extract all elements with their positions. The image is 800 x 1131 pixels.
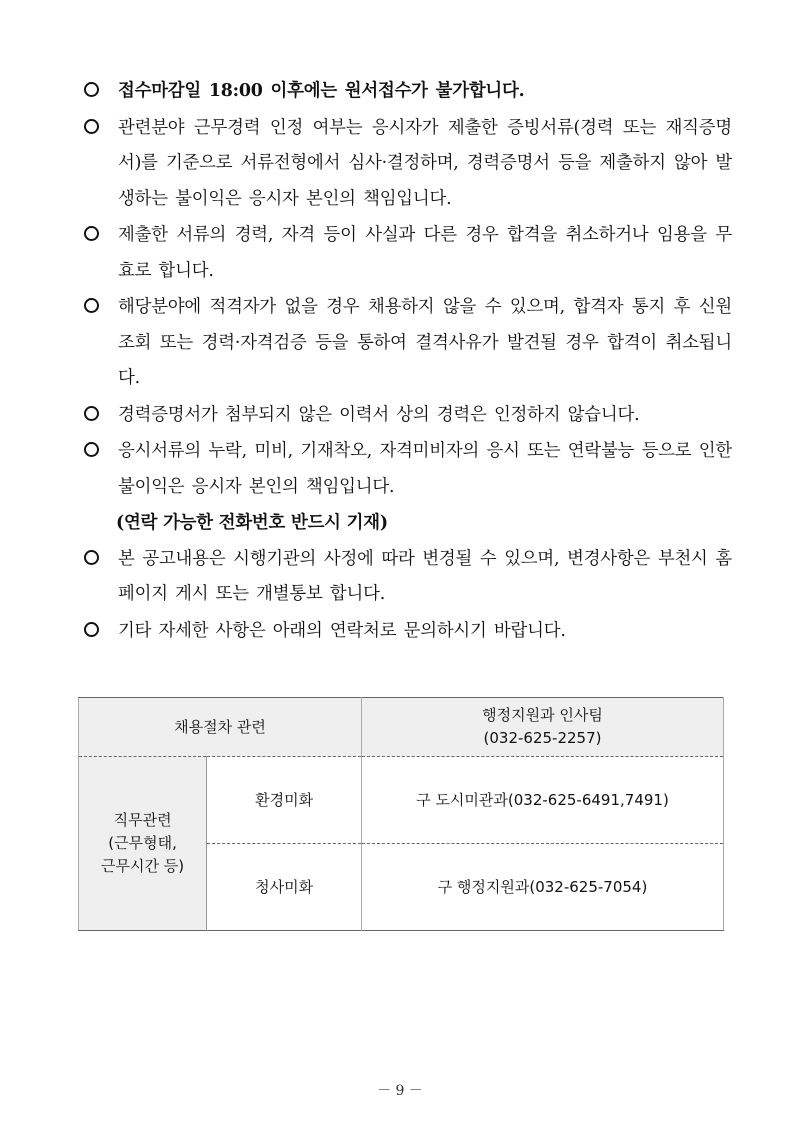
notice-item — [82, 111, 732, 218]
header-right-line1: 행정지원과 인사팀 — [482, 706, 603, 724]
notice-text: 기타 자세한 사항은 아래의 연락처로 문의하시기 바랍니다. — [118, 620, 566, 641]
circle-bullet-icon — [84, 622, 99, 637]
circle-bullet-icon — [84, 406, 99, 421]
page-number: － 9 － — [377, 1083, 423, 1099]
notice-text: 경력증명서가 첨부되지 않은 이력서 상의 경력은 인정하지 않습니다. — [118, 404, 640, 425]
notice-item — [82, 398, 732, 434]
contact-table — [78, 697, 724, 931]
notice-list — [82, 74, 732, 650]
notice-text: 응시서류의 누락, 미비, 기재착오, 자격미비자의 응시 또는 연락불능 등으로 인한 불이익은 응시자 본인의 책임입니다. — [118, 441, 732, 497]
circle-bullet-icon — [84, 226, 99, 241]
contact-note: (연락 가능한 전화번호 반드시 기재) — [116, 513, 388, 533]
table-row — [79, 757, 724, 844]
header-right-cell — [362, 698, 724, 757]
circle-bullet-icon — [84, 550, 99, 565]
circle-bullet-icon — [84, 82, 99, 97]
notice-item — [82, 290, 732, 397]
notice-item — [82, 74, 732, 110]
notice-item — [82, 218, 732, 289]
category-cell — [79, 757, 207, 931]
header-left-cell — [79, 698, 362, 757]
notice-text: 제출한 서류의 경력, 자격 등이 사실과 다른 경우 합격을 취소하거나 임용을 무효로 합니다. — [118, 225, 732, 281]
notice-text: 관련분야 근무경력 인정 여부는 응시자가 제출한 증빙서류(경력 또는 재직증명서)를 기준으로 서류전형에서 심사·결정하며, 경력증명서 등을 제출하지 않아 발생하는 불이익은 응시자 본인의 책임입니다. — [118, 117, 732, 209]
row-contact-cell: 구 행정지원과(032-625-7054) — [437, 877, 648, 896]
row-contact-cell: 구 도시미관과(032-625-6491,7491) — [362, 757, 724, 844]
notice-item — [82, 434, 732, 505]
category-line1: 직무관련 — [113, 811, 172, 829]
header-left-text: 채용절차 관련 — [174, 717, 266, 736]
circle-bullet-icon — [84, 442, 99, 457]
circle-bullet-icon — [84, 119, 99, 134]
notice-text: 본 공고내용은 시행기관의 사정에 따라 변경될 수 있으며, 변경사항은 부천시 홈페이지 게시 또는 개별통보 합니다. — [118, 548, 732, 604]
notice-item — [82, 614, 732, 650]
notice-item — [82, 542, 732, 613]
notice-text: 접수마감일 18:00 이후에는 원서접수가 불가합니다. — [118, 81, 525, 101]
notice-text: 해당분야에 적격자가 없을 경우 채용하지 않을 수 있으며, 합격자 통지 후 신원조회 또는 경력·자격검증 등을 통하여 결격사유가 발견될 경우 합격이 취소됩니다. — [118, 297, 732, 388]
header-right-line2: (032-625-2257) — [483, 729, 602, 747]
category-line3: 근무시간 등) — [101, 857, 185, 875]
category-line2: (근무형태, — [108, 834, 177, 852]
circle-bullet-icon — [84, 298, 99, 313]
table-header-row — [79, 698, 724, 757]
row-label-cell: 청사미화 — [207, 844, 362, 931]
row-label-cell: 환경미화 — [207, 757, 362, 844]
